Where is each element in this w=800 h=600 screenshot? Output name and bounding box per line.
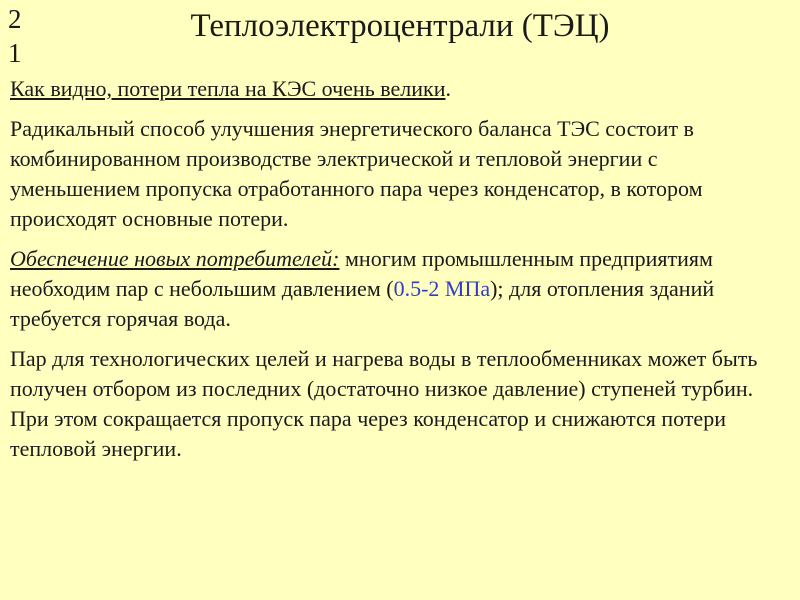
paragraph-intro — [10, 74, 790, 104]
slide-title: Теплоэлектроцентрали (ТЭЦ) — [190, 8, 610, 44]
pressure-value: 0.5-2 МПа — [393, 276, 491, 301]
consumers-text-after: ); для отопления зданий требуется горячая вода. — [10, 276, 715, 331]
paragraph-method: Радикальный способ улучшения энергетического баланса ТЭС состоит в комбинированном производстве электрической и тепловой энергии с уменьшением пропуска отработанного пара через конденсатор, в котором происходят основные потери. — [10, 116, 703, 231]
paragraph-extraction: Пар для технологических целей и нагрева воды в теплообменниках может быть получен отбором из последних (достаточно низкое давление) ступеней турбин. При этом сокращается пропуск пара через конденсатор и снижаются потери тепловой энергии. — [10, 346, 758, 461]
intro-underlined-text: Как видно, потери тепла на КЭС очень велики — [10, 76, 446, 101]
slide-number: 21 — [8, 4, 22, 68]
paragraph-consumers — [10, 244, 790, 334]
slide-content — [10, 74, 790, 474]
consumers-text-before: многим промышленным предприятиям необходим пар с небольшим давлением ( — [10, 246, 713, 301]
consumers-heading: Обеспечение новых потребителей: — [10, 246, 340, 271]
intro-tail: . — [445, 76, 451, 101]
